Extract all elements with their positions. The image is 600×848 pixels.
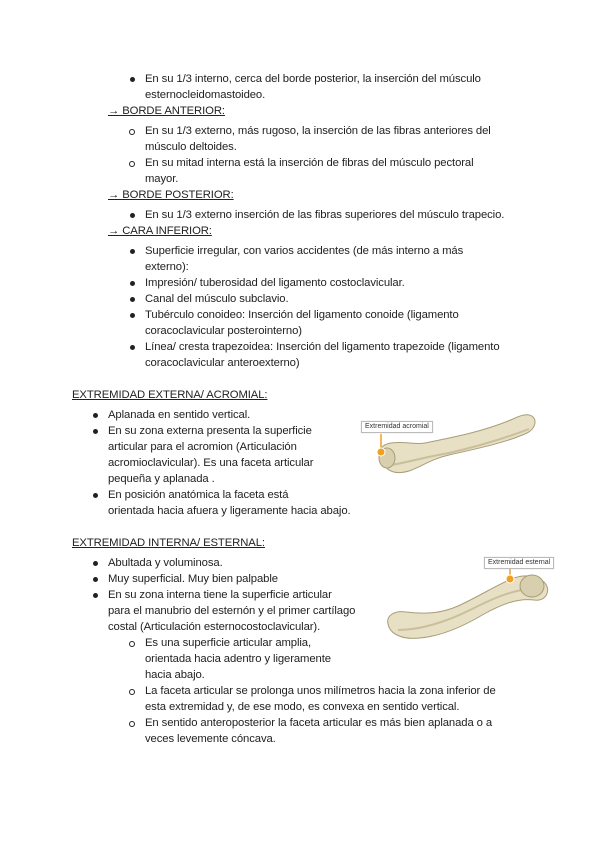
figure-label-extremidad-esternal: Extremidad esternal bbox=[484, 557, 554, 569]
list-item-cont: esternocleidomastoideo. bbox=[145, 89, 266, 101]
list-item: Aplanada en sentido vertical. bbox=[108, 409, 251, 421]
list-item-cont: esta extremidad y, de ese modo, es convexa en sentido vertical. bbox=[145, 701, 460, 713]
list-item-cont: articular para el acromion (Articulación bbox=[108, 441, 297, 453]
list-item: Canal del músculo subclavio. bbox=[145, 293, 289, 305]
list-item: Abultada y voluminosa. bbox=[108, 557, 223, 569]
list-item-cont: coracoclavicular posterointerno) bbox=[145, 325, 302, 337]
list-item-cont: orientada hacia afuera y ligeramente hacia abajo. bbox=[108, 505, 351, 517]
list-item: Superficie irregular, con varios accidentes (de más interno a más bbox=[145, 245, 464, 257]
list-item: La faceta articular se prolonga unos milímetros hacia la zona inferior de bbox=[145, 685, 496, 697]
list-item-cont: veces levemente cóncava. bbox=[145, 733, 276, 745]
clavicle-acromial-figure bbox=[345, 405, 555, 485]
list-item-cont: músculo deltoides. bbox=[145, 141, 237, 153]
clavicle-bone-icon bbox=[345, 405, 555, 485]
list-item: En su 1/3 interno, cerca del borde posterior, la inserción del músculo bbox=[145, 73, 481, 85]
list-item: En posición anatómica la faceta está bbox=[108, 489, 289, 501]
list-item-cont: mayor. bbox=[145, 173, 179, 185]
list-item: En su zona externa presenta la superficie bbox=[108, 425, 312, 437]
list-item: Impresión/ tuberosidad del ligamento costoclavicular. bbox=[145, 277, 405, 289]
list-item: En sentido anteroposterior la faceta articular es más bien aplanada o a bbox=[145, 717, 493, 729]
list-item-cont: para el manubrio del esternón y el primer cartílago bbox=[108, 605, 356, 617]
list-item: Es una superficie articular amplia, bbox=[145, 637, 312, 649]
section-heading-extremidad-interna: EXTREMIDAD INTERNA/ ESTERNAL: bbox=[72, 537, 265, 549]
clavicle-sternal-figure bbox=[380, 552, 580, 652]
section-heading-extremidad-externa: EXTREMIDAD EXTERNA/ ACROMIAL: bbox=[72, 389, 268, 401]
list-item: Tubérculo conoideo: Inserción del ligamento conoide (ligamento bbox=[145, 309, 459, 321]
list-item-cont: externo): bbox=[145, 261, 189, 273]
section-heading-borde-posterior: → BORDE POSTERIOR: bbox=[108, 189, 234, 201]
list-item-cont: coracoclavicular anteroexterno) bbox=[145, 357, 300, 369]
section-heading-cara-inferior: → CARA INFERIOR: bbox=[108, 225, 212, 237]
list-item-cont: hacia abajo. bbox=[145, 669, 205, 681]
list-item: En su mitad interna está la inserción de fibras del músculo pectoral bbox=[145, 157, 474, 169]
list-item: Línea/ cresta trapezoidea: Inserción del ligamento trapezoide (ligamento bbox=[145, 341, 500, 353]
list-item: En su 1/3 externo, más rugoso, la inserción de las fibras anteriores del bbox=[145, 125, 491, 137]
figure-label-extremidad-acromial: Extremidad acromial bbox=[361, 421, 433, 433]
section-heading-borde-anterior: → BORDE ANTERIOR: bbox=[108, 105, 225, 117]
list-item: Muy superficial. Muy bien palpable bbox=[108, 573, 278, 585]
list-item-cont: costal (Articulación esternocostoclavicular). bbox=[108, 621, 321, 633]
list-item: En su 1/3 externo inserción de las fibras superiores del músculo trapecio. bbox=[145, 209, 505, 221]
list-item: En su zona interna tiene la superficie articular bbox=[108, 589, 332, 601]
list-item-cont: orientada hacia adentro y ligeramente bbox=[145, 653, 331, 665]
list-item-cont: pequeña y aplanada . bbox=[108, 473, 215, 485]
list-item-cont: acromioclavicular). Es una faceta articular bbox=[108, 457, 314, 469]
